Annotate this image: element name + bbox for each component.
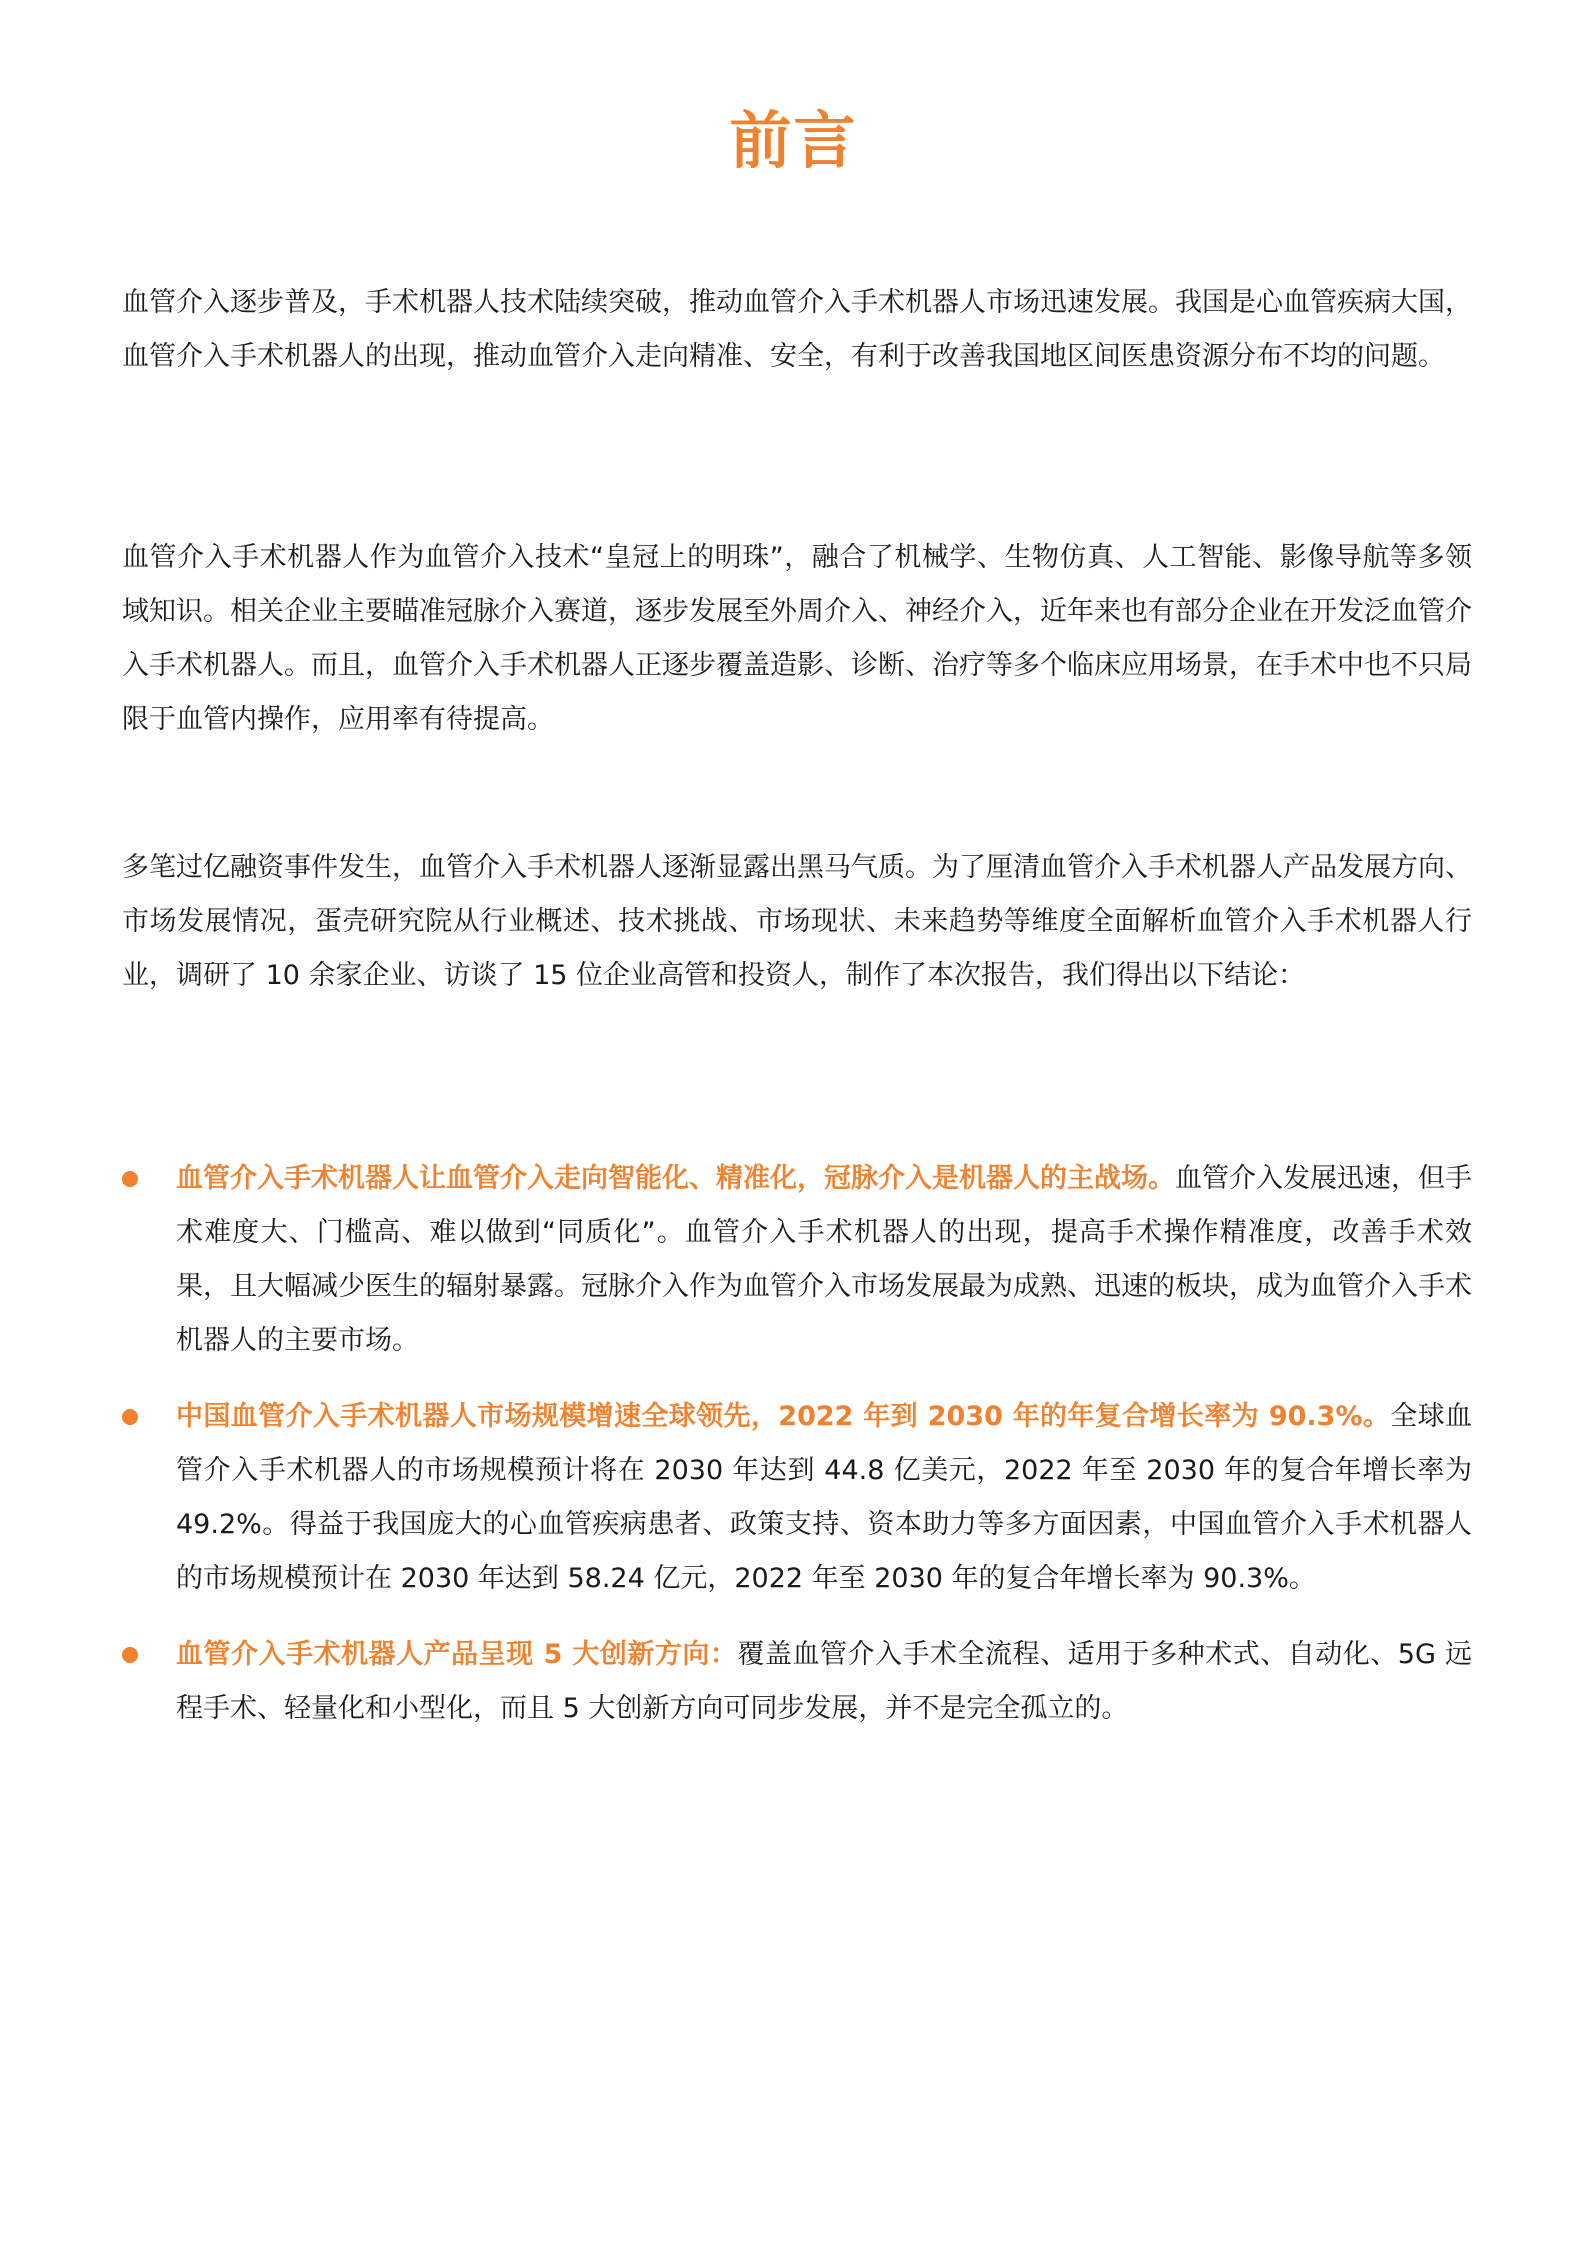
conclusion-item-3 — [122, 1628, 1472, 1736]
intro-paragraph-3: 多笔过亿融资事件发生，血管介入手术机器人逐渐显露出黑马气质。为了厘清血管介入手术机器人产品发展方向、市场发展情况，蛋壳研究院从行业概述、技术挑战、市场现状、未来趋势等维度全面解析血管介入手术机器人行业，调研了 10 余家企业、访谈了 15 位企业高管和投资人，制作了本次报告，我们得出以下结论： — [122, 852, 1472, 991]
conclusion-list — [122, 1152, 1472, 1758]
intro-paragraph-1: 血管介入逐步普及，手术机器人技术陆续突破，推动血管介入手术机器人市场迅速发展。我国是心血管疾病大国，血管介入手术机器人的出现，推动血管介入走向精准、安全，有利于改善我国地区间医患资源分布不均的问题。 — [122, 287, 1472, 372]
conclusion-body: 覆盖血管介入手术全流程、适用于多种术式、自动化、5G 远程手术、轻量化和小型化，而且 5 大创新方向可同步发展，并不是完全孤立的。 — [176, 1639, 1472, 1724]
conclusion-highlight: 血管介入手术机器人让血管介入走向智能化、精准化，冠脉介入是机器人的主战场。 — [176, 1163, 1175, 1194]
conclusion-body: 全球血管介入手术机器人的市场规模预计将在 2030 年达到 44.8 亿美元，2022 年至 2030 年的复合年增长率为 49.2%。得益于我国庞大的心血管疾病患者、政策支持、资本助力等多方面因素，中国血管介入手术机器人的市场规模预计在 2030 年达到 58.24 亿元，2022 年至 2030 年的复合年增长率为 90.3%。 — [176, 1401, 1473, 1594]
conclusion-highlight: 血管介入手术机器人产品呈现 5 大创新方向： — [176, 1639, 738, 1670]
conclusion-item-1 — [122, 1152, 1472, 1368]
bullet-dot-icon — [122, 1171, 138, 1187]
page-title: 前言 — [729, 104, 858, 177]
conclusion-body: 血管介入发展迅速，但手术难度大、门槛高、难以做到“同质化”。血管介入手术机器人的出现，提高手术操作精准度，改善手术效果，且大幅减少医生的辐射暴露。冠脉介入作为血管介入市场发展最为成熟、迅速的板块，成为血管介入手术机器人的主要市场。 — [176, 1163, 1472, 1356]
bullet-dot-icon — [122, 1647, 138, 1663]
conclusion-item-2 — [122, 1390, 1472, 1606]
conclusion-highlight: 中国血管介入手术机器人市场规模增速全球领先，2022 年到 2030 年的年复合增长率为 90.3%。 — [176, 1401, 1391, 1432]
intro-paragraph-2: 血管介入手术机器人作为血管介入技术“皇冠上的明珠”，融合了机械学、生物仿真、人工智能、影像导航等多领域知识。相关企业主要瞄准冠脉介入赛道，逐步发展至外周介入、神经介入，近年来也有部分企业在开发泛血管介入手术机器人。而且，血管介入手术机器人正逐步覆盖造影、诊断、治疗等多个临床应用场景，在手术中也不只局限于血管内操作，应用率有待提高。 — [122, 542, 1472, 735]
bullet-dot-icon — [122, 1409, 138, 1425]
